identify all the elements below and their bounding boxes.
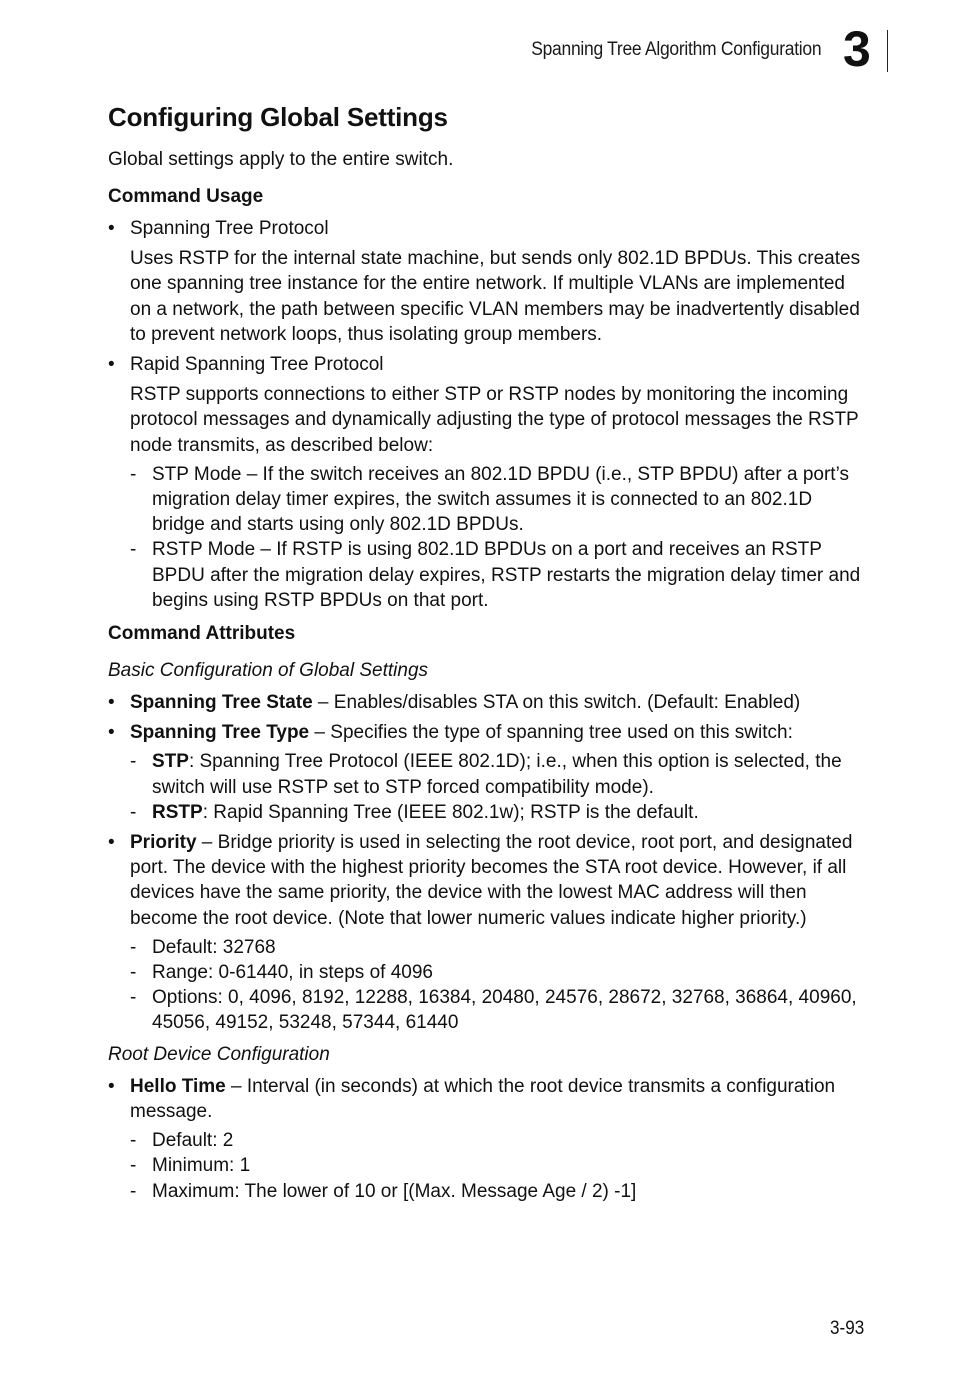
command-attributes-heading: Command Attributes — [108, 623, 296, 645]
hello-time-values-list — [130, 1128, 868, 1204]
attr-term: Spanning Tree State — [130, 692, 313, 714]
priority-default: - Default: 32768 — [130, 935, 868, 960]
usage-item-paragraph: RSTP supports connections to either STP or RSTP nodes by monitoring the incoming protocol messages and dynamically adjusting the type of protocol messages the RSTP node transmits, as described below: — [130, 384, 859, 456]
command-usage-list — [108, 216, 868, 613]
hello-maximum: - Maximum: The lower of 10 or [(Max. Message Age / 2) -1] — [130, 1179, 868, 1204]
rstp-mode-list — [130, 462, 868, 613]
option-desc: : Rapid Spanning Tree (IEEE 802.1w); RSTP is the default. — [202, 801, 699, 823]
usage-item-rstp — [108, 352, 868, 613]
attr-desc: – Bridge priority is used in selecting the root device, root port, and designated port. The device with the highest priority becomes the STA root device. However, if all devices have the same priority, the device with the lowest MAC address will then become the root device. (Note that lower numeric values indicate higher priority.) — [130, 832, 853, 929]
hello-minimum: - Minimum: 1 — [130, 1153, 868, 1178]
attr-priority — [108, 830, 868, 1036]
type-option-rstp — [130, 800, 868, 825]
usage-item-paragraph: Uses RSTP for the internal state machine, but sends only 802.1D BPDUs. This creates one spanning tree instance for the entire network. If multiple VLANs are implemented on a network, the path between specific VLAN members may be inadvertently disabled to prevent network loops, thus isolating group members. — [130, 248, 861, 345]
attr-desc: – Specifies the type of spanning tree used on this switch: — [309, 722, 793, 744]
type-option-stp — [130, 749, 868, 799]
mode-item-stp: - STP Mode – If the switch receives an 802.1D BPDU (i.e., STP BPDU) after a port’s migration delay timer expires, the switch assumes it is connected to an 802.1D bridge and starts using only 802.1D BPDUs. — [130, 462, 868, 538]
attr-desc: – Interval (in seconds) at which the root device transmits a configuration message. — [130, 1075, 836, 1122]
chapter-marker — [843, 21, 888, 77]
attr-term: Hello Time — [130, 1075, 226, 1097]
page-number: 3-93 — [830, 1318, 865, 1339]
root-attributes-list — [108, 1074, 868, 1204]
mode-item-rstp: - RSTP Mode – If RSTP is using 802.1D BPDUs on a port and receives an RSTP BPDU after the migration delay expires, RSTP restarts the migration delay timer and begins using RSTP BPDUs on that port. — [130, 537, 868, 613]
priority-options: - Options: 0, 4096, 8192, 12288, 16384, 20480, 24576, 28672, 32768, 36864, 40960, 45056, 49152, 53248, 57344, 61440 — [130, 985, 868, 1035]
page-header — [506, 21, 888, 77]
attr-hello-time — [108, 1074, 868, 1204]
intro-paragraph: Global settings apply to the entire switch. — [108, 149, 454, 170]
running-header-title: Spanning Tree Algorithm Configuration — [530, 39, 821, 60]
priority-range: - Range: 0-61440, in steps of 4096 — [130, 960, 868, 985]
page-content — [108, 100, 868, 1209]
usage-item-title: Spanning Tree Protocol — [130, 218, 329, 239]
basic-attributes-list — [108, 690, 868, 1036]
usage-item-title: Rapid Spanning Tree Protocol — [130, 354, 384, 376]
attr-term: Spanning Tree Type — [130, 722, 310, 744]
usage-item-stp — [108, 216, 868, 347]
option-desc: : Spanning Tree Protocol (IEEE 802.1D); i.e., when this option is selected, the switch will use RSTP set to STP forced compatibility mode). — [152, 751, 842, 798]
attr-spanning-tree-type — [108, 720, 868, 825]
section-title: Configuring Global Settings — [108, 102, 448, 132]
chapter-number: 3 — [843, 21, 870, 77]
priority-values-list — [130, 935, 868, 1036]
option-term: STP — [152, 751, 189, 773]
basic-config-heading: Basic Configuration of Global Settings — [108, 660, 429, 682]
option-term: RSTP — [152, 801, 203, 823]
root-config-heading: Root Device Configuration — [108, 1043, 330, 1065]
attr-term: Priority — [130, 832, 197, 854]
hello-default: - Default: 2 — [130, 1128, 868, 1153]
type-options-list — [130, 749, 868, 825]
command-usage-heading: Command Usage — [108, 186, 264, 207]
attr-desc: – Enables/disables STA on this switch. (Default: Enabled) — [312, 692, 801, 714]
attr-spanning-tree-state — [108, 690, 868, 715]
